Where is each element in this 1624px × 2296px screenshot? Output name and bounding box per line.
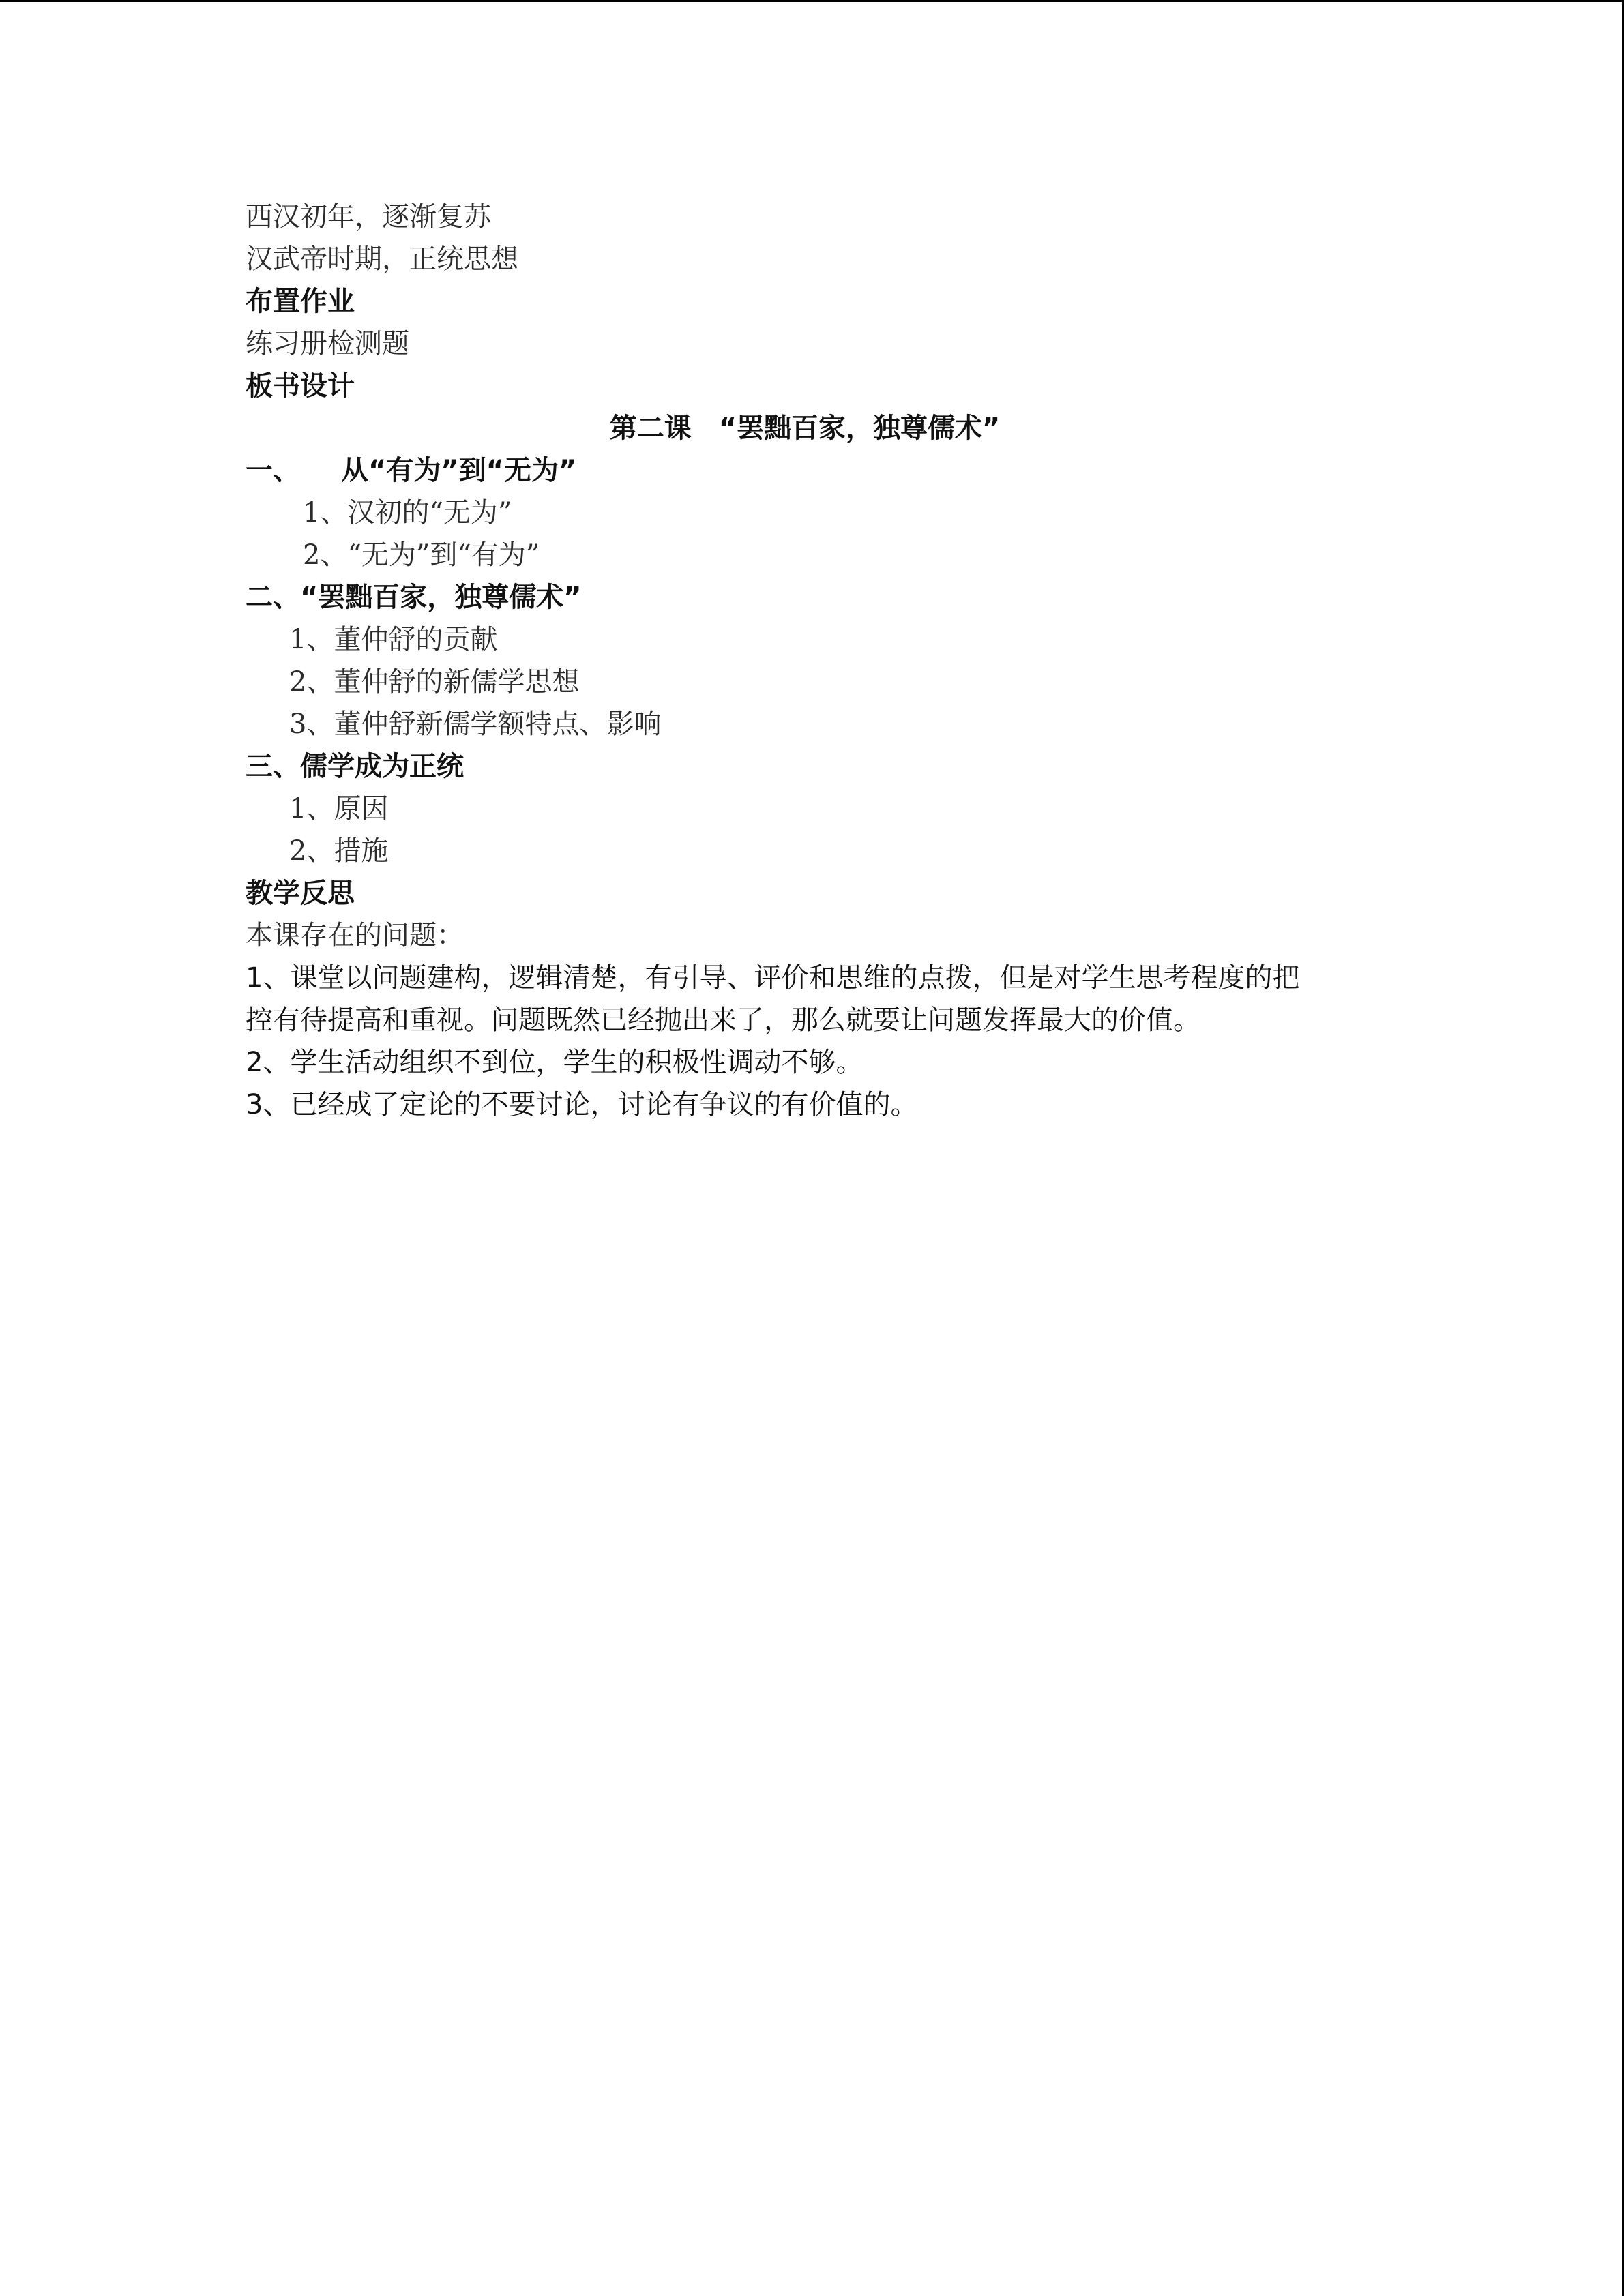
page-top-border: [0, 0, 1624, 2]
reflection-point-3: 3、已经成了定论的不要讨论，讨论有争议的有价值的。: [246, 1089, 918, 1120]
outline-item: 1、汉初的“无为”: [303, 497, 512, 528]
reflection-point-2: 2、学生活动组织不到位，学生的积极性调动不够。: [246, 1047, 863, 1078]
text-line: 西汉初年，逐渐复苏: [246, 201, 491, 233]
section-heading-board-design: 板书设计: [246, 370, 355, 402]
outline-section-2: 二、“罢黜百家，独尊儒术”: [246, 582, 582, 613]
homework-text: 练习册检测题: [246, 328, 409, 359]
outline-item: 2、“无为”到“有为”: [303, 539, 540, 571]
section-heading-reflection: 教学反思: [246, 878, 355, 909]
outline-item: 3、董仲舒新儒学额特点、影响: [289, 709, 662, 740]
board-title: 第二课 “罢黜百家，独尊儒术”: [609, 413, 1001, 444]
outline-item: 1、董仲舒的贡献: [289, 624, 498, 655]
outline-item: 2、措施: [289, 835, 389, 867]
outline-item: 2、董仲舒的新儒学思想: [289, 666, 580, 698]
reflection-point-1-continued: 控有待提高和重视。问题既然已经抛出来了，那么就要让问题发挥最大的价值。: [246, 1004, 1200, 1036]
outline-section-1: 一、 从“有为”到“无为”: [246, 455, 577, 486]
text-line: 汉武帝时期，正统思想: [246, 243, 518, 275]
reflection-point-1: 1、课堂以问题建构，逻辑清楚，有引导、评价和思维的点拨，但是对学生思考程度的把: [246, 962, 1300, 994]
reflection-intro: 本课存在的问题：: [246, 920, 464, 951]
document-body: [246, 196, 1364, 1126]
section-heading-homework: 布置作业: [246, 286, 355, 317]
outline-section-3: 三、儒学成为正统: [246, 751, 464, 782]
outline-item: 1、原因: [289, 793, 389, 824]
